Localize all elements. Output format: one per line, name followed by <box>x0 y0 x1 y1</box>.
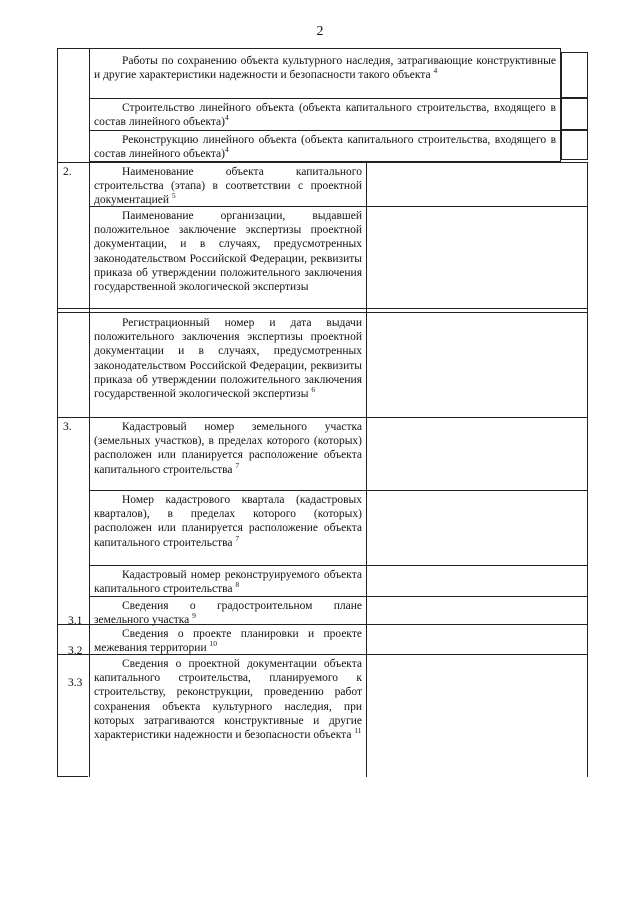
table-border-top <box>57 162 587 163</box>
table-border-right <box>587 162 588 777</box>
row-text: Кадастровый номер реконструируемого объекта капитального строительства <box>94 569 362 596</box>
footnote-ref: 8 <box>235 580 240 590</box>
table-row <box>94 209 362 294</box>
table-row <box>94 420 362 477</box>
footnote-ref: 9 <box>192 611 196 621</box>
footnote-ref: 4 <box>225 145 229 155</box>
table-row <box>94 627 362 655</box>
row-text: Номер кадастрового квартала (кадастровых кварталов), в пределах которого (которых) расположен или планируется расположение объекта капитального строительства <box>94 494 362 549</box>
table-row <box>94 54 556 82</box>
footnote-ref: 5 <box>171 191 176 201</box>
row-number: 3.2 <box>68 645 83 657</box>
table-row <box>94 657 362 742</box>
table-row <box>94 568 362 596</box>
row-text: Сведения о проекте планировки и проекте межевания территории <box>94 628 362 655</box>
row-text: Строительство линейного объекта (объекта капитального строительства, входящего в состав линейного объекта) <box>94 102 556 129</box>
footnote-ref: 11 <box>354 726 362 736</box>
footnote-ref: 6 <box>311 385 316 395</box>
table-column-divider <box>89 162 90 777</box>
row-text: Сведения о проектной документации объекта капитального строительства, планируемого к строительству, реконструкции, проведению работ сохранения объекта культурного наследия, при которых затрагиваются конструктивные и другие характеристики надежности и безопасности объекта <box>94 658 362 742</box>
footnote-ref: 7 <box>235 460 240 470</box>
checkbox <box>561 52 588 98</box>
row-divider <box>57 776 88 777</box>
row-number: 3.1 <box>68 615 83 627</box>
table-row <box>94 493 362 550</box>
row-divider <box>57 312 587 313</box>
footnote-ref: 4 <box>433 66 438 76</box>
table-border-top <box>57 48 89 49</box>
row-divider <box>89 98 561 99</box>
table-row <box>94 599 362 627</box>
row-divider <box>57 417 587 418</box>
table-row <box>94 316 362 401</box>
table-border-left <box>57 48 58 162</box>
row-text: Регистрационный номер и дата выдачи положительного заключения экспертизы проектной документации и в случаях, предусмотренных законодательством Российской Федерации, реквизиты приказа об утверждении положительного заключения государственной экологической экспертизы <box>94 317 362 401</box>
checkbox <box>561 130 588 160</box>
row-divider <box>89 565 587 566</box>
row-divider <box>89 130 561 131</box>
table-column-divider <box>366 162 367 777</box>
row-text: Реконструкцию линейного объекта (объекта капитального строительства, входящего в состав линейного объекта) <box>94 134 556 161</box>
row-number: 2. <box>63 166 72 178</box>
footnote-ref: 7 <box>235 533 240 543</box>
footnote-ref: 10 <box>209 639 217 649</box>
page-number: 2 <box>316 24 324 39</box>
row-divider <box>57 308 587 309</box>
row-text: Работы по сохранению объекта культурного наследия, затрагивающие конструктивные и другие характеристики надежности и безопасности такого объекта <box>94 55 556 82</box>
table-row <box>94 165 362 208</box>
table-row <box>94 101 556 129</box>
table-border-left <box>57 162 58 777</box>
row-divider <box>89 490 587 491</box>
row-text: Сведения о градостроительном плане земельного участка <box>94 600 362 627</box>
row-number: 3.3 <box>68 677 83 689</box>
footnote-ref: 4 <box>225 113 229 123</box>
row-text: Паименование организации, выдавшей положительное заключение экспертизы проектной документации, и в случаях, предусмотренных законодательством Российской Федерации, реквизиты приказа об утверждении положительного заключения государственной экологической экспертизы <box>94 210 362 294</box>
row-text: Наименование объекта капитального строительства (этапа) в соответствии с проектной документацией <box>94 166 362 207</box>
row-text: Кадастровый номер земельного участка (земельных участков), в пределах которого (которых) расположен или планируется расположение объекта капитального строительства <box>94 421 362 476</box>
row-number: 3. <box>63 421 72 433</box>
checkbox <box>561 98 588 130</box>
table-row <box>94 133 556 161</box>
